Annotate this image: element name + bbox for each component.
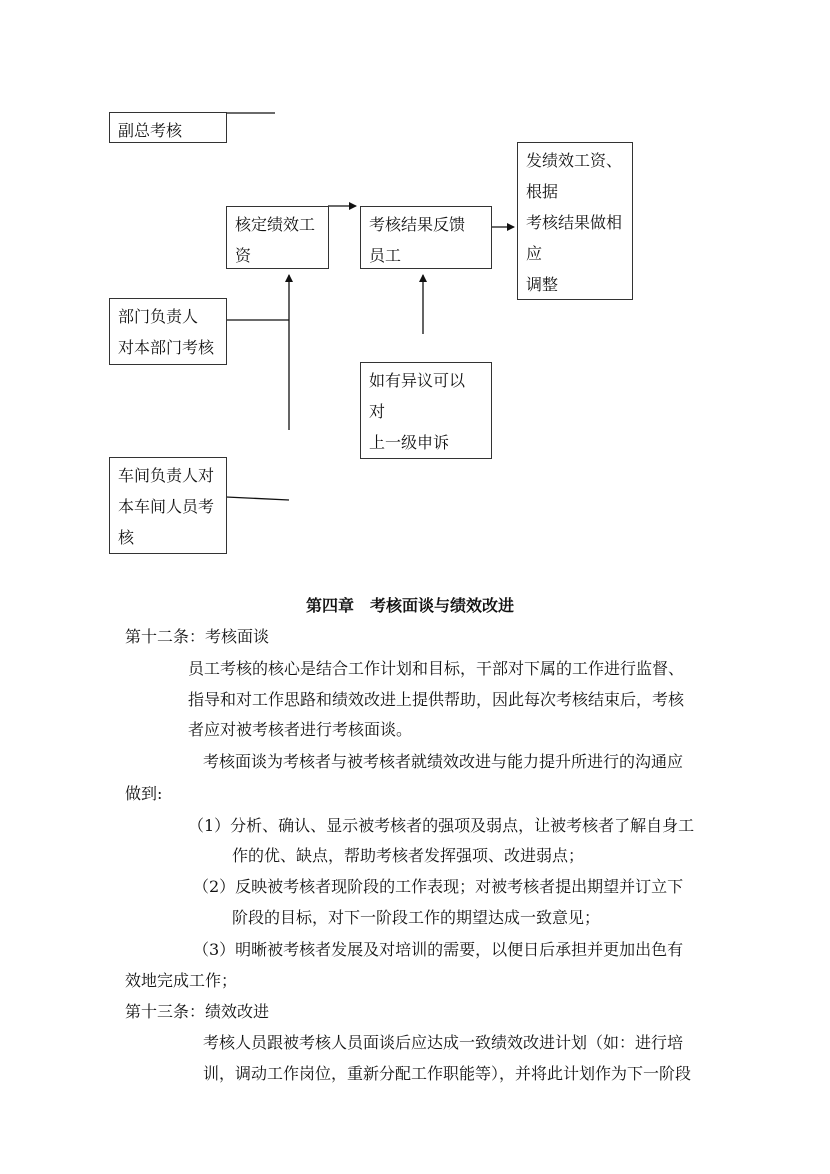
vp-review-line: 副总考核 xyxy=(118,121,183,140)
feedback-line: 考核结果反馈 xyxy=(369,215,466,234)
list-item-line: 效地完成工作； xyxy=(125,971,238,990)
list-item-line: （1）分析、确认、显示被考核者的强项及弱点，让被考核者了解自身工 xyxy=(188,816,695,835)
workshop-head-connector xyxy=(226,497,289,500)
paragraph-line: 训，调动工作岗位，重新分配工作职能等），并将此计划作为下一阶段 xyxy=(203,1064,692,1083)
dept-head-line: 对本部门考核 xyxy=(118,338,215,357)
paragraph-line: 做到: xyxy=(125,784,163,803)
appeal-line: 如有异议可以 xyxy=(369,371,466,390)
paragraph-line: 考核面谈为考核者与被考核者就绩效改进与能力提升所进行的沟通应 xyxy=(203,752,684,771)
dept-head-line: 部门负责人 xyxy=(118,307,199,326)
list-item-line: （2）反映被考核者现阶段的工作表现；对被考核者提出期望并订立下 xyxy=(193,877,684,896)
paragraph-line: 指导和对工作思路和绩效改进上提供帮助，因此每次考核结束后，考核 xyxy=(188,690,685,709)
payout-line: 根据 xyxy=(526,182,559,201)
payout-line: 应 xyxy=(526,244,543,263)
approve-wage-line: 核定绩效工 xyxy=(235,215,316,234)
appeal-line: 上一级申诉 xyxy=(369,433,450,452)
appeal-box xyxy=(360,362,492,459)
payout-line: 发绩效工资、 xyxy=(526,151,623,170)
approve-wage-line: 资 xyxy=(235,246,252,265)
appeal-line: 对 xyxy=(369,402,386,421)
workshop-head-line: 本车间人员考 xyxy=(118,497,215,516)
workshop-head-box xyxy=(109,457,227,554)
vp-review-box xyxy=(109,112,227,143)
paragraph-line: 者应对被考核者进行考核面谈。 xyxy=(188,720,413,739)
chapter-title: 第四章 考核面谈与绩效改进 xyxy=(306,596,515,615)
article-12-title: 第十二条：考核面谈 xyxy=(125,627,270,646)
list-item-line: （3）明晰被考核者发展及对培训的需要，以便日后承担并更加出色有 xyxy=(193,940,684,959)
payout-line: 调整 xyxy=(526,275,559,294)
approve-wage-box xyxy=(226,206,329,269)
paragraph-line: 考核人员跟被考核人员面谈后应达成一致绩效改进计划（如：进行培 xyxy=(203,1033,684,1052)
feedback-box xyxy=(360,206,492,269)
list-item-line: 作的优、缺点，帮助考核者发挥强项、改进弱点； xyxy=(232,846,585,865)
payout-line: 考核结果做相 xyxy=(526,213,623,232)
feedback-line: 员工 xyxy=(369,246,402,265)
article-13-title: 第十三条：绩效改进 xyxy=(125,1002,270,1021)
workshop-head-line: 核 xyxy=(118,528,135,547)
payout-box xyxy=(517,142,633,300)
paragraph-line: 员工考核的核心是结合工作计划和目标，干部对下属的工作进行监督、 xyxy=(188,659,685,678)
workshop-head-line: 车间负责人对 xyxy=(118,466,215,485)
list-item-line: 阶段的目标，对下一阶段工作的期望达成一致意见； xyxy=(232,908,601,927)
dept-head-box xyxy=(109,298,227,365)
